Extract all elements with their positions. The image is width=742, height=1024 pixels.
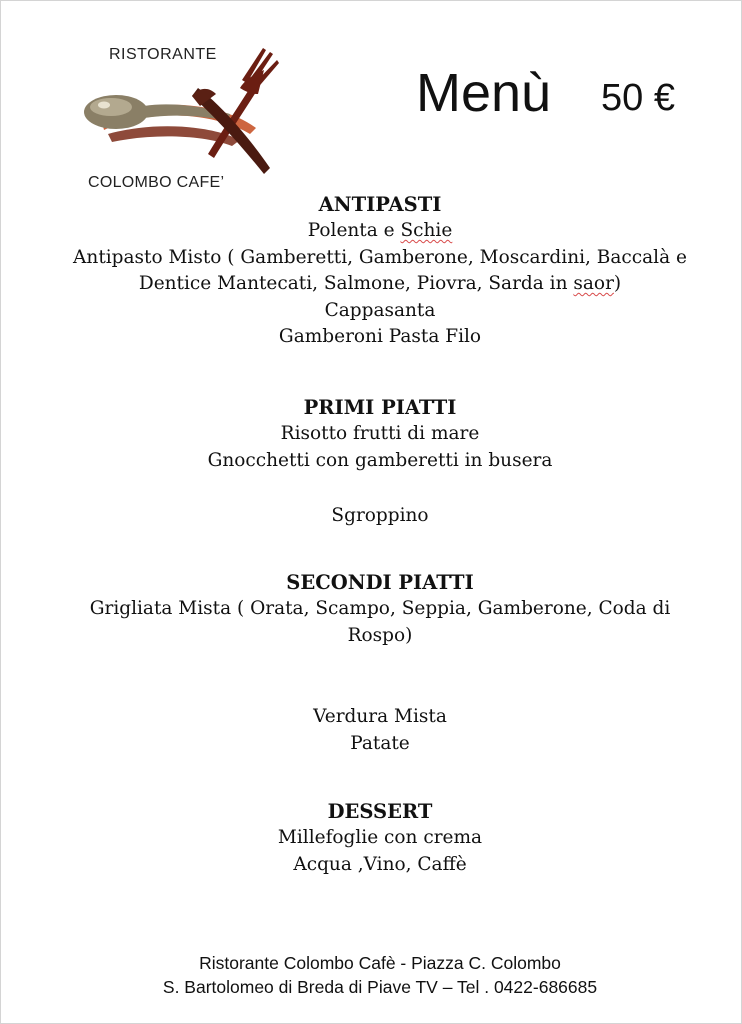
footer-contact: S. Bartolomeo di Breda di Piave TV – Tel . 0422-686685 — [162, 977, 598, 997]
section-title-dessert: DESSERT — [327, 800, 433, 823]
restaurant-logo — [80, 44, 280, 196]
menu-item: Rospo) — [347, 624, 413, 646]
section-dessert — [0, 799, 742, 878]
logo-text-top: RISTORANTE — [109, 46, 217, 63]
menu-item-text-misspelled: saor — [573, 273, 614, 294]
logo-text-bottom: COLOMBO CAFE’ — [88, 174, 225, 191]
menu-item: Verdura Mista — [313, 706, 447, 727]
section-title-antipasti: ANTIPASTI — [318, 193, 442, 216]
menu-price: 50 € — [601, 77, 675, 119]
menu-item-text: Polenta e — [307, 220, 401, 241]
section-secondi — [0, 570, 742, 649]
section-primi-extra — [0, 503, 742, 530]
section-primi — [0, 395, 742, 474]
section-title-primi: PRIMI PIATTI — [303, 396, 457, 419]
menu-title: Menù — [416, 63, 552, 123]
menu-item: Acqua ,Vino, Caffè — [293, 853, 467, 875]
section-secondi-sides — [0, 704, 742, 757]
section-title-secondi: SECONDI PIATTI — [286, 571, 474, 594]
menu-item: Millefoglie con crema — [277, 827, 483, 848]
menu-item: Antipasto Misto ( Gamberetti, Gamberone, Moscardini, Baccalà e — [73, 246, 687, 268]
section-antipasti — [0, 192, 742, 351]
footer-address: Ristorante Colombo Cafè - Piazza C. Colombo — [199, 953, 561, 973]
menu-item: Gamberoni Pasta Filo — [278, 326, 482, 347]
menu-item — [0, 218, 742, 245]
menu-item: Risotto frutti di mare — [280, 423, 480, 444]
menu-item-text-misspelled: Schie — [400, 220, 453, 241]
menu-item-text: Dentice Mantecati, Salmone, Piovra, Sarda in — [138, 273, 574, 294]
menu-item: Sgroppino — [331, 505, 429, 526]
menu-item-text: ) — [613, 273, 622, 294]
menu-item: Gnocchetti con gamberetti in busera — [207, 449, 553, 471]
menu-item: Patate — [350, 732, 410, 754]
menu-item: Cappasanta — [324, 299, 436, 321]
menu-item: Grigliata Mista ( Orata, Scampo, Seppia, Gamberone, Coda di — [89, 598, 671, 619]
menu-item — [0, 271, 742, 298]
